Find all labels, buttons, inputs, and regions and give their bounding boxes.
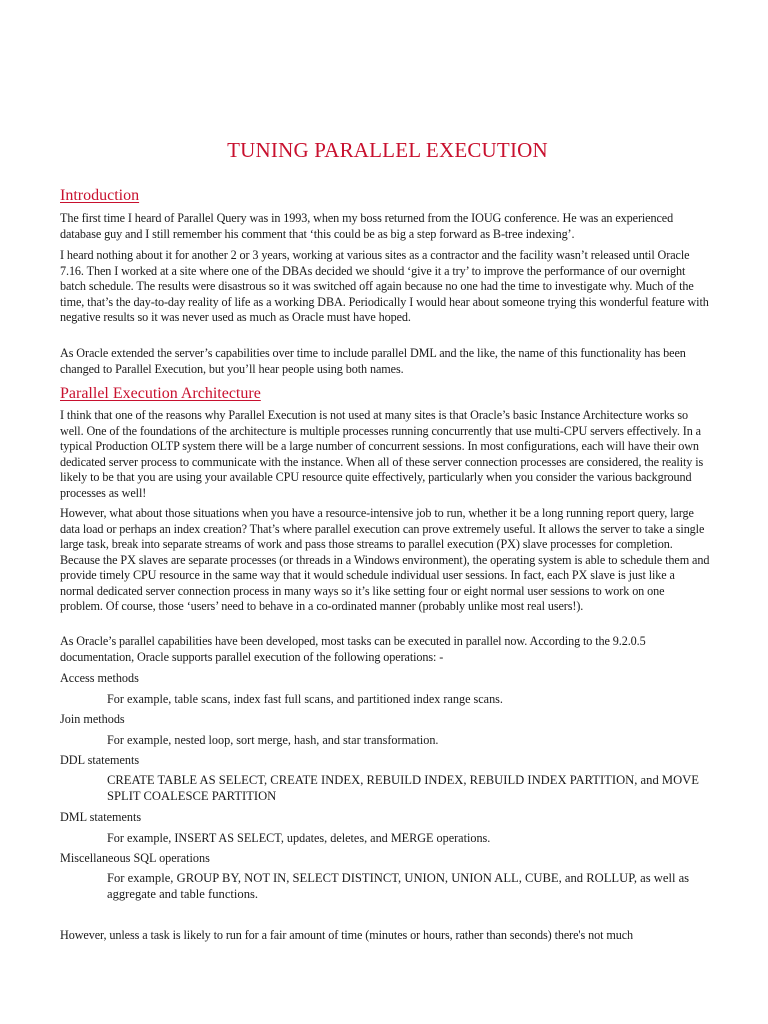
intro-paragraph-1: The first time I heard of Parallel Query was in 1993, when my boss returned from the IOUG conference. He was an experienced database guy and I still remember his comment that ‘this could be as big a step forward as B-tree indexing’. (60, 211, 674, 241)
architecture-paragraph-3: As Oracle’s parallel capabilities have been developed, most tasks can be executed in parallel now. According to the 9.2.0.5 documentation, Oracle supports parallel execution of the following operations: - (60, 634, 646, 664)
intro-paragraph-3: As Oracle extended the server’s capabilities over time to include parallel DML and the like, the name of this functionality has been changed to Parallel Execution, but you’ll hear people using both names. (60, 346, 686, 376)
architecture-paragraph-1: I think that one of the reasons why Parallel Execution is not used at many sites is that Oracle’s basic Instance Architecture works so well. One of the foundations of the architecture is multiple processes running concurrently that use multi-CPU servers effectively. In a typical Production OLTP system there will be a large number of concurrent sessions. In most configurations, each will have their own dedicated server process to communicate with the instance. When all of these server connection processes are considered, the reality is likely to be that you are using your available CPU resource quite effectively, particularly when you consider the various background processes as well! (60, 408, 704, 500)
introduction-heading: Introduction (60, 187, 140, 204)
operation-access-methods-detail: For example, table scans, index fast full scans, and partitioned index range scans. (107, 692, 503, 706)
operation-misc-sql: Miscellaneous SQL operations (60, 851, 210, 865)
closing-paragraph: However, unless a task is likely to run for a fair amount of time (minutes or hours, rather than seconds) there's not much (60, 928, 634, 942)
operation-ddl-statements-detail: CREATE TABLE AS SELECT, CREATE INDEX, REBUILD INDEX, REBUILD INDEX PARTITION, and MOVE SPLIT COALESCE PARTITION (107, 773, 699, 803)
intro-paragraph-2: I heard nothing about it for another 2 or 3 years, working at various sites as a contractor and the facility wasn’t released until Oracle 7.16. Then I worked at a site where one of the DBAs decided we should ‘give it a try’ to improve the performance of our overnight batch schedule. The results were disastrous so it was switched off again because no one had the time to investigate why. Much of the time, that’s the day-to-day reality of life as a working DBA. Periodically I would hear about someone trying this wonderful feature with negative results so it was never used as much as Oracle must have hoped. (60, 248, 709, 324)
operation-misc-sql-detail: For example, GROUP BY, NOT IN, SELECT DISTINCT, UNION, UNION ALL, CUBE, and ROLLUP, as well as aggregate and table functions. (107, 871, 690, 901)
operation-join-methods-detail: For example, nested loop, sort merge, hash, and star transformation. (107, 733, 439, 747)
operation-ddl-statements: DDL statements (60, 753, 140, 767)
operation-dml-statements-detail: For example, INSERT AS SELECT, updates, deletes, and MERGE operations. (107, 831, 491, 845)
document-title: TUNING PARALLEL EXECUTION (227, 138, 548, 162)
architecture-paragraph-2: However, what about those situations when you have a resource-intensive job to run, whether it be a long running report query, large data load or perhaps an index creation? That’s where parallel execution can prove extremely useful. It allows the server to take a single large task, break into separate streams of work and pass those streams to parallel execution (PX) slave processes for completion. Because the PX slaves are separate processes (or threads in a Windows environment), the operating system is able to schedule them and provide timely CPU resource in the same way that it would schedule individual user sessions. In fact, each PX slave is just like a normal dedicated server connection process in many ways so it’s like setting four or eight normal user sessions to work on one problem. Of course, those ‘users’ need to behave in a co-ordinated manner (probably unlike most real users!). (60, 506, 710, 613)
operation-join-methods: Join methods (60, 712, 125, 726)
operation-access-methods: Access methods (60, 671, 139, 685)
architecture-heading: Parallel Execution Architecture (60, 385, 261, 402)
operation-dml-statements: DML statements (60, 810, 142, 824)
